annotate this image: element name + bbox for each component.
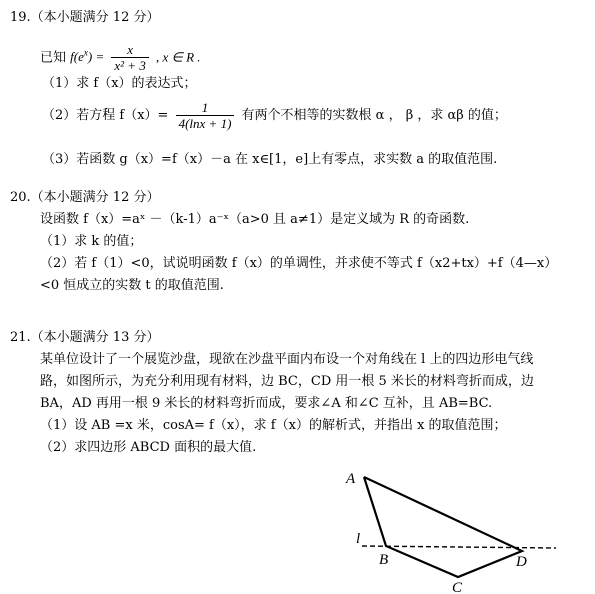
q19-part1: （1）求 f（x）的表达式； [42,76,197,91]
q19-header: 19.（本小题满分 12 分） [10,10,160,25]
q20-part1: （1）求 k 的值； [40,234,143,249]
label-A: A [346,471,356,487]
q20-header: 20.（本小题满分 12 分） [10,190,160,205]
label-C: C [452,580,463,594]
label-D: D [516,554,527,570]
q20-part2-line1: （2）若 f（1）<0，试说明函数 f（x）的单调性，并求使不等式 f（x2+tx）+f（4—x） [40,256,558,271]
q21-stem-line3: BA，AD 再用一根 9 米长的材料弯折而成，要求∠A 和∠C 互补，且 AB=BC. [40,396,493,411]
q19-part3: （3）若函数 g（x）=f（x）－a 在 x∈[1，e]上有零点，求实数 a 的取值范围. [42,152,498,167]
q19-frac-den: x² + 3 [114,58,146,74]
q19-frac-num: x [111,42,148,58]
q19-given-prefix: 已知 [40,50,67,66]
q20-part2-line2: <0 恒成立的实数 t 的取值范围. [40,278,224,293]
q21-header: 21.（本小题满分 13 分） [10,330,160,345]
q19-part2: （2）若方程 f（x）= $\frac{1}{4(\ln x + 1)}$ 有两个不相等的实数根 α ， β ，求 αβ 的值； [42,100,507,131]
label-l: l [356,531,361,547]
label-B: B [379,552,389,568]
q21-part2: （2）求四边形 ABCD 面积的最大值. [40,440,257,455]
q19-f-expr: $f(e^x)$ = [70,48,105,65]
q21-stem-line1: 某单位设计了一个展览沙盘，现欲在沙盘平面内布设一个对角线在 l 上的四边形电气线 [40,352,534,367]
q19-given-suffix: , x ∈ R . [155,49,201,65]
q20-stem: 设函数 f（x）=aˣ －（k-1）a⁻ˣ（a>0 且 a≠1）是定义域为 R 的奇函数. [40,212,470,227]
q21-part1: （1）设 AB =x 米，cosA= f（x），求 f（x）的解析式，并指出 x 的取值范围； [40,418,507,433]
q19-part2-fraction: $\frac{1}{4(\ln x + 1)}$ [176,100,235,131]
q21-stem-line2: 路，如图所示，为充分利用现有材料，边 BC，CD 用一根 5 米长的材料弯折而成，边 [40,374,534,389]
